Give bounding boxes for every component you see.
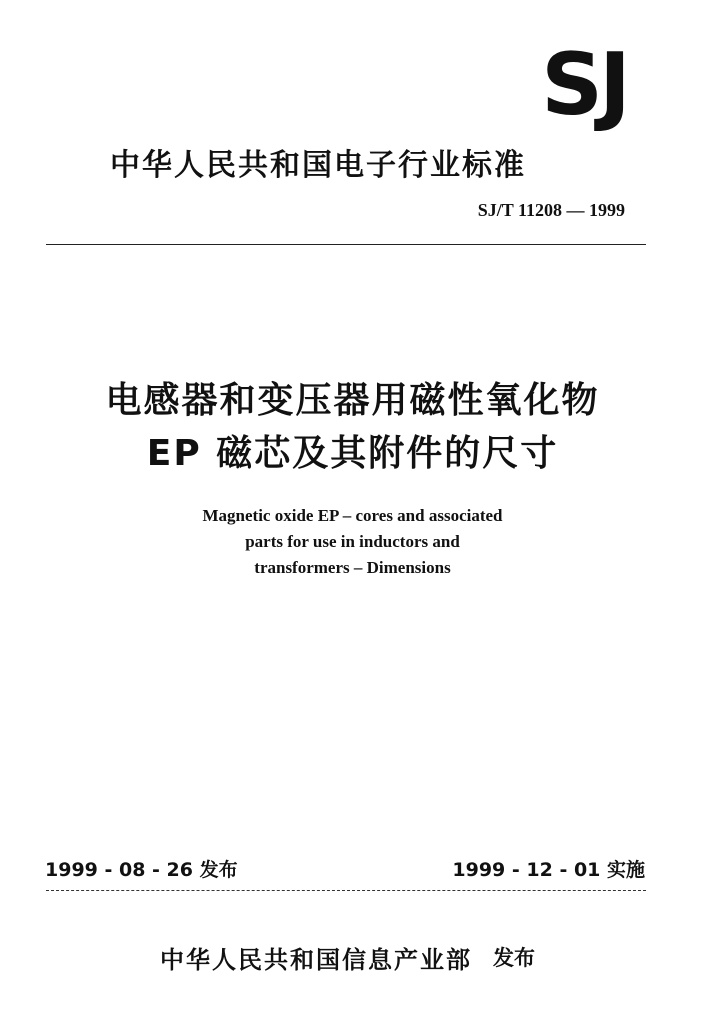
implementation-date: 1999 - 12 - 01 实施: [452, 859, 645, 881]
standard-code: SJ/T 11208 — 1999: [477, 200, 625, 220]
english-title: [0, 503, 705, 581]
publish-label: 发布: [493, 946, 535, 970]
sj-logo: SJ: [541, 35, 627, 135]
issue-date: 1999 - 08 - 26 发布: [45, 859, 238, 881]
chinese-title-line-1: 电感器和变压器用磁性氧化物: [105, 380, 600, 421]
english-title-line-1: Magnetic oxide EP – cores and associated: [202, 506, 503, 525]
chinese-title-line-2: EP 磁芯及其附件的尺寸: [146, 433, 559, 474]
english-title-line-3: transformers – Dimensions: [254, 558, 451, 577]
standard-organization: 中华人民共和国电子行业标准: [110, 148, 526, 183]
publisher: 中华人民共和国信息产业部: [160, 946, 472, 974]
english-title-line-2: parts for use in inductors and: [245, 532, 460, 551]
header-divider: [46, 244, 646, 245]
footer-divider: [46, 890, 646, 891]
